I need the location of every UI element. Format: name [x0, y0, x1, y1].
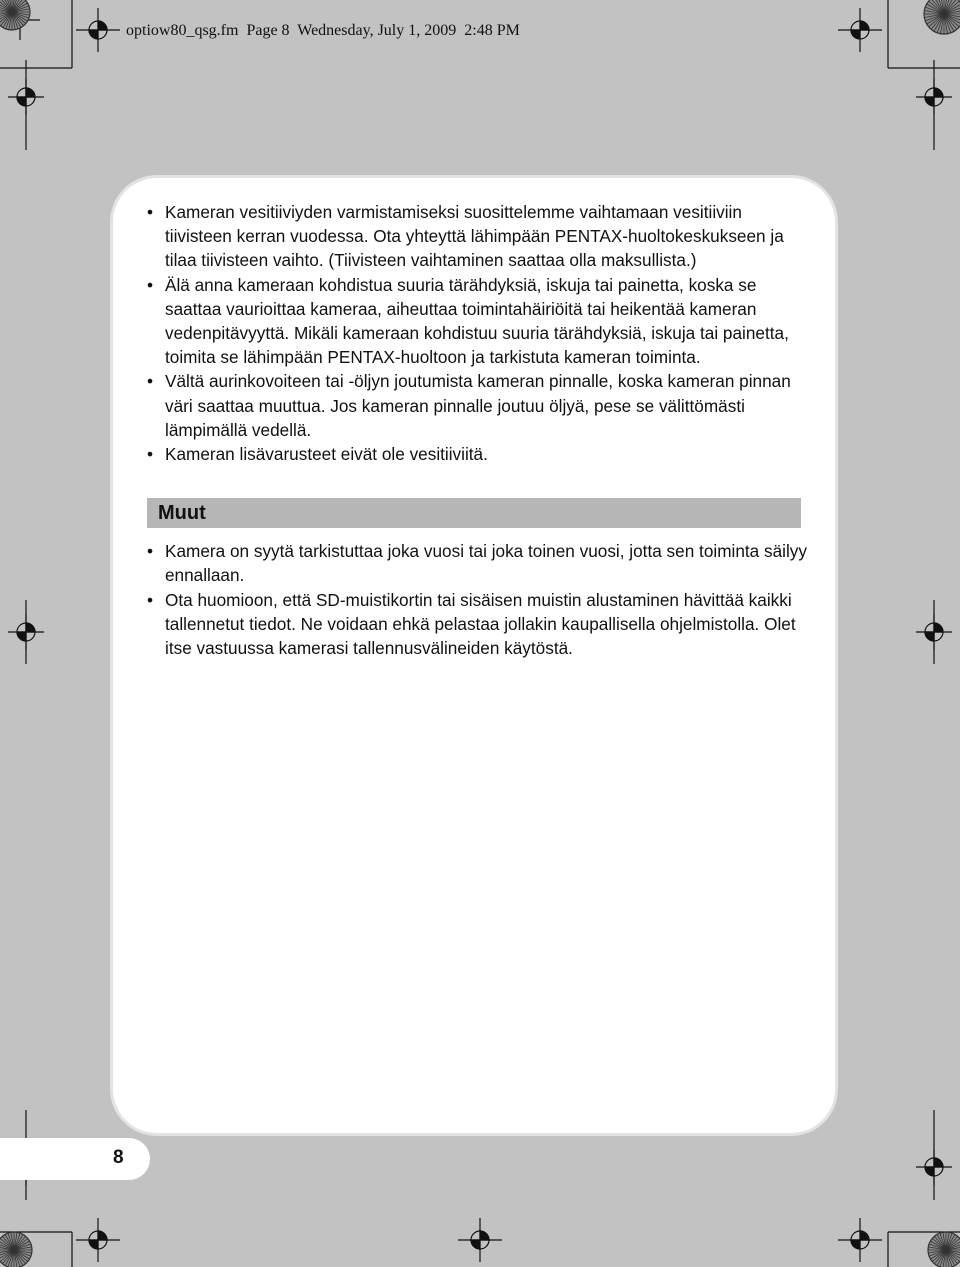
list-item-text: Kameran vesitiiviyden varmistamiseksi suosittelemme vaihtamaan vesitiiviin tiivisteen kerran vuodessa. Ota yhteyttä lähimpään PENTAX-huoltokeskukseen ja tilaa tiivisteen vaihto. (Tiivisteen vaihtaminen saattaa olla maksullista.) — [165, 202, 784, 271]
care-list — [147, 200, 807, 466]
registration-mark-icon — [76, 8, 120, 52]
list-item-text: Ota huomioon, että SD-muistikortin tai sisäisen muistin alustaminen hävittää kaikki tallennetut tiedot. Ne voidaan ehkä pelastaa jollakin kaupallisella ohjelmistolla. Olet itse vastuussa kamerasi tallennusvälineiden käytöstä. — [165, 589, 796, 659]
list-item-text: Kameran lisävarusteet eivät ole vesitiiviitä. — [165, 444, 488, 465]
print-header: optiow80_qsg.fm Page 8 Wednesday, July 1, 2009 2:48 PM — [126, 22, 520, 39]
color-star-target-icon — [0, 0, 30, 30]
list-item-text: Vältä aurinkovoiteen tai -öljyn joutumista kameran pinnalle, koska kameran pinnan väri saattaa muuttua. Jos kameran pinnalle joutuu öljyä, pese se välittömästi lämpimällä vedellä. — [165, 371, 791, 440]
registration-mark-icon — [838, 8, 882, 52]
page-content — [147, 200, 807, 660]
list-item — [147, 369, 807, 442]
list-item — [147, 588, 807, 661]
bullet-icon: • — [147, 444, 154, 465]
section-heading-bar — [147, 498, 801, 528]
bullet-icon: • — [147, 274, 154, 295]
bullet-icon: • — [147, 371, 154, 392]
bullet-icon: • — [147, 541, 154, 562]
bullet-icon: • — [147, 202, 154, 222]
list-item-text: Kamera on syytä tarkistuttaa joka vuosi tai joka toinen vuosi, jotta sen toiminta säilyy ennallaan. — [165, 541, 807, 586]
list-item — [147, 539, 807, 587]
color-star-target-icon — [0, 1232, 32, 1267]
list-item — [147, 442, 807, 466]
page-number-tab — [0, 1138, 150, 1180]
list-item — [147, 200, 807, 273]
registration-mark-icon — [838, 1218, 882, 1262]
list-item-text: Älä anna kameraan kohdistua suuria tärähdyksiä, iskuja tai painetta, koska se saattaa vaurioittaa kameraa, aiheuttaa toimintahäiriöitä tai heikentää kameran vedenpitävyyttä. Mikäli kameraan kohdistuu suuria tärähdyksiä, iskuja tai painetta, toimita se lähimpään PENTAX-huoltoon ja tarkistuta kameran toiminta. — [165, 274, 789, 368]
color-star-target-icon — [928, 1232, 960, 1267]
registration-mark-icon — [76, 1218, 120, 1262]
section-title: Muut — [158, 501, 206, 524]
bullet-icon: • — [147, 589, 154, 610]
page-number: 8 — [113, 1147, 124, 1168]
other-list — [147, 539, 807, 660]
color-star-target-icon — [924, 0, 960, 34]
registration-mark-icon — [458, 1218, 502, 1262]
list-item — [147, 273, 807, 370]
